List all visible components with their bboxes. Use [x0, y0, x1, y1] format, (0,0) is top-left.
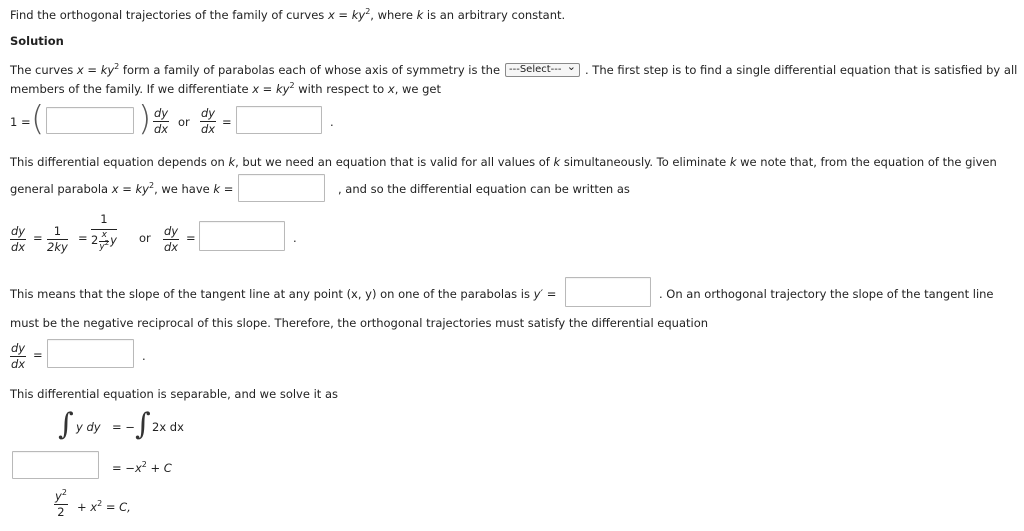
eq1-lhs: 1 = — [10, 115, 31, 129]
para1-line1-cont: . The first step is to find a single differential equation that is satisfied by all — [585, 63, 1018, 77]
integral-sign-left: ∫ — [58, 407, 74, 442]
problem-statement: Find the orthogonal trajectories of the family of curves $x = ky^2$, where k is an arbitrary constant. — [10, 7, 566, 22]
para3-line2: must be the negative reciprocal of this slope. Therefore, the orthogonal trajectories must satisfy the differential equation — [10, 316, 709, 330]
eq2-equals-1: = — [33, 231, 43, 245]
para1-line1: The curves $x = ky^2$ form a family of parabolas each of whose axis of symmetry is the — [10, 62, 501, 77]
eq1-inner-input[interactable] — [46, 107, 134, 134]
para3-line1: This means that the slope of the tangent line at any point (x, y) on one of the parabolas is y′ = — [10, 287, 557, 301]
eq2-dydx-fraction-2: $\frac{dy}{dx}$ — [164, 224, 179, 254]
eq1-period: . — [330, 115, 334, 129]
eq2-dydx-fraction: $\frac{dy}{dx}$ — [11, 224, 26, 254]
eq2-equals-2: = — [78, 231, 88, 245]
integral-result-input[interactable] — [12, 451, 99, 479]
para4: This differential equation is separable, and we solve it as — [10, 387, 338, 401]
axis-select[interactable]: ---Select--- ⌄ — [505, 63, 580, 77]
eq2-period: . — [293, 231, 297, 245]
para2-line1: This differential equation depends on k, but we need an equation that is valid for all values of k simultaneously. To eliminate k we note that, from the equation of the given — [10, 155, 997, 169]
eq2-result-input[interactable] — [199, 221, 285, 251]
eq1-or: or — [178, 115, 190, 129]
result-eq: = $-x^2 + C$ — [112, 460, 172, 475]
eq1-dydx-fraction-2: $\frac{dy}{dx}$ — [201, 106, 216, 136]
para1-line2: members of the family. If we differentiate $x = ky^2$ with respect to x, we get — [10, 81, 442, 96]
para2-line2-cont: , and so the differential equation can be written as — [338, 182, 630, 196]
para3-line1-cont: . On an orthogonal trajectory the slope of the tangent line — [659, 287, 994, 301]
eq1-equals: = — [222, 115, 232, 129]
eq2-equals-3: = — [186, 231, 196, 245]
integral-equals: = − — [112, 420, 135, 434]
para2-line2: general parabola $x = ky^2$, we have k = — [10, 181, 234, 196]
eq2-complex-fraction: 1 2 x $y^2$ y — [91, 212, 117, 252]
eq1-result-input[interactable] — [236, 106, 322, 134]
integral-rhs: 2x dx — [152, 420, 184, 434]
eq1-open-paren: ( — [31, 99, 45, 139]
eq1-close-paren: ) — [138, 99, 152, 139]
eq3-equals: = — [33, 348, 43, 362]
eq3-dydx-fraction: $\frac{dy}{dx}$ — [11, 341, 26, 371]
solution-heading: Solution — [10, 34, 64, 48]
k-input[interactable] — [238, 174, 325, 202]
eq3-result-input[interactable] — [47, 339, 134, 368]
integral-lhs: y dy — [76, 420, 101, 434]
slope-input[interactable] — [565, 277, 651, 307]
eq1-dydx-fraction: $\frac{dy}{dx}$ — [154, 106, 169, 136]
integral-sign-right: ∫ — [135, 407, 151, 442]
eq3-period: . — [142, 349, 146, 363]
chevron-down-icon: ⌄ — [566, 60, 576, 73]
final-eq-rest: + $x^2 = C$, — [77, 499, 131, 514]
final-y2-over-2: $\frac{y^2}{2}$ — [55, 488, 67, 519]
eq2-or: or — [139, 231, 151, 245]
eq2-one-over-2ky: $\frac{1}{2ky}$ — [47, 224, 68, 254]
